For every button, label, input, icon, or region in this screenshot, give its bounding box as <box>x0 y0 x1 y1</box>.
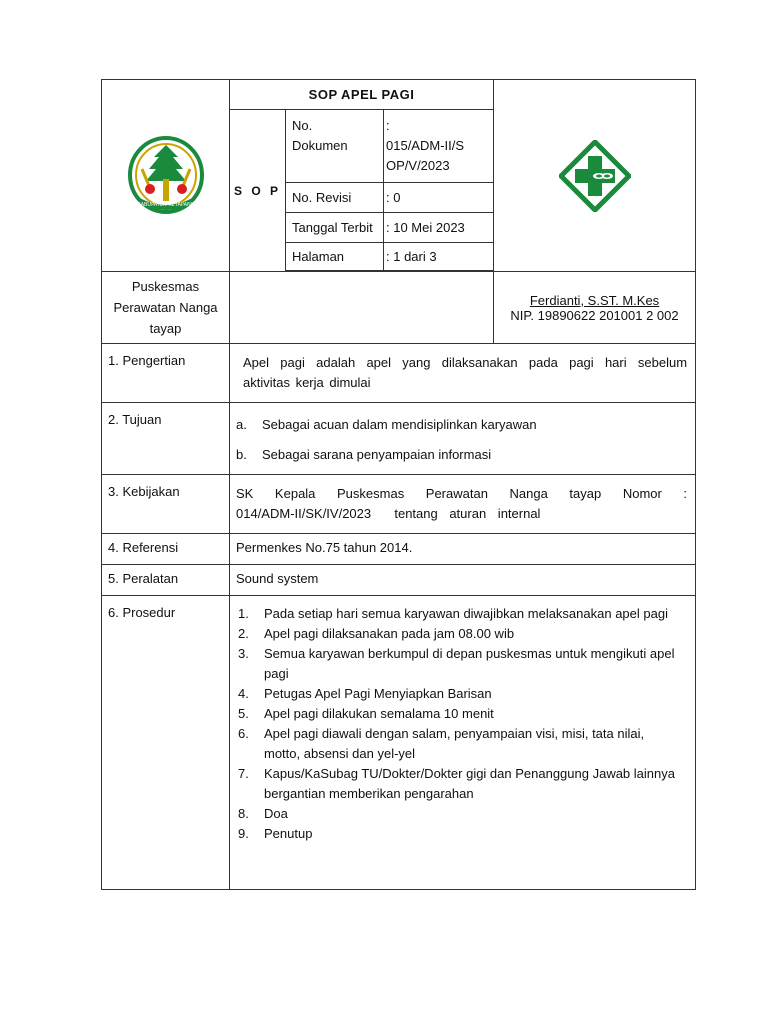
list-text: Pada setiap hari semua karyawan diwajibkan melaksanakan apel pagi <box>264 606 668 621</box>
prosedur-label: 6. Prosedur <box>102 596 230 890</box>
tujuan-content <box>230 403 696 475</box>
list-marker: 7. <box>238 766 249 781</box>
signer-name: Ferdianti, S.ST. M.Kes <box>529 292 660 308</box>
list-marker: 1. <box>238 606 249 621</box>
page-label: Halaman <box>286 243 384 271</box>
list-text: Semua karyawan berkumpul di depan puskesmas untuk mengikuti apel pagi <box>264 646 675 681</box>
list-text: Petugas Apel Pagi Menyiapkan Barisan <box>264 686 492 701</box>
prosedur-content <box>230 596 696 890</box>
document-title: SOP APEL PAGI <box>230 80 494 110</box>
emblem-ribbon-text: KABUPATEN KETAPANG <box>136 201 195 208</box>
unit-name-cell <box>102 272 230 344</box>
list-text: Sebagai sarana penyampaian informasi <box>262 447 492 462</box>
list-marker: 4. <box>238 686 249 701</box>
list-marker: 2. <box>238 626 249 641</box>
doc-number-label <box>286 110 384 183</box>
list-item <box>238 684 681 704</box>
list-marker: 9. <box>238 826 249 841</box>
pengertian-label: 1. Pengertian <box>102 344 230 403</box>
referensi-label: 4. Referensi <box>102 534 230 565</box>
sop-document <box>101 79 699 890</box>
signer-nip: NIP. 19890622 201001 2 002 <box>510 307 679 323</box>
unit-name-line3: tayap <box>149 321 182 336</box>
list-text: Penutup <box>264 826 313 841</box>
list-item <box>238 624 681 644</box>
page-value: : 1 dari 3 <box>384 243 494 271</box>
doc-number-colon: : <box>386 118 390 133</box>
tujuan-list <box>236 415 687 465</box>
left-logo-cell <box>102 80 230 272</box>
list-item <box>238 604 681 624</box>
pengertian-text: Apel pagi adalah apel yang dilaksanakan pada pagi hari sebelum aktivitas kerja dimulai <box>243 355 688 390</box>
unit-name-line2: Perawatan Nanga <box>113 300 218 315</box>
list-marker: a. <box>236 417 247 432</box>
kebijakan-content <box>230 475 699 534</box>
sop-label: S O P <box>230 110 286 272</box>
signature-cell <box>494 272 696 344</box>
kebijakan-text: SK Kepala Puskesmas Perawatan Nanga tayap Nomor : 014/ADM-II/SK/IV/2023 tentang aturan internal <box>236 486 699 521</box>
list-text: Apel pagi dilaksanakan pada jam 08.00 wib <box>264 626 515 641</box>
list-item <box>236 415 687 435</box>
list-text: Sebagai acuan dalam mendisiplinkan karyawan <box>262 417 537 432</box>
list-item <box>236 445 687 465</box>
list-marker: 5. <box>238 706 249 721</box>
puskesmas-cross-icon <box>559 140 631 212</box>
unit-name-line1: Puskesmas <box>131 279 200 294</box>
unit-blank-cell <box>230 272 494 344</box>
list-item <box>238 644 681 684</box>
revision-value: : 0 <box>384 183 494 213</box>
list-item <box>238 824 681 844</box>
list-marker: 8. <box>238 806 249 821</box>
list-text: Apel pagi diawali dengan salam, penyampaian visi, misi, tata nilai, motto, absensi dan yel-yel <box>264 726 645 761</box>
list-text: Apel pagi dilakukan semalama 10 menit <box>264 706 494 721</box>
list-item <box>238 804 681 824</box>
referensi-text: Permenkes No.75 tahun 2014. <box>230 534 696 565</box>
list-item <box>238 724 681 764</box>
pengertian-content <box>230 344 696 403</box>
doc-number-value: 015/ADM-II/S OP/V/2023 <box>386 138 465 173</box>
kebijakan-label: 3. Kebijakan <box>102 475 230 534</box>
issue-date-value: : 10 Mei 2023 <box>384 213 494 243</box>
list-marker: 6. <box>238 726 249 741</box>
sop-table <box>101 79 699 890</box>
list-item <box>238 764 681 804</box>
doc-number-label-line2: Dokumen <box>292 138 348 153</box>
tujuan-label: 2. Tujuan <box>102 403 230 475</box>
doc-number-value-cell <box>384 110 494 183</box>
list-marker: b. <box>236 447 247 462</box>
right-logo-cell <box>494 80 696 272</box>
prosedur-list <box>238 604 681 844</box>
list-item <box>238 704 681 724</box>
doc-number-label-line1: No. <box>292 118 313 133</box>
list-marker: 3. <box>238 646 249 661</box>
revision-label: No. Revisi <box>286 183 384 213</box>
list-text: Doa <box>264 806 288 821</box>
issue-date-label: Tanggal Terbit <box>286 213 384 243</box>
peralatan-label: 5. Peralatan <box>102 565 230 596</box>
regency-emblem-icon <box>126 135 206 217</box>
list-text: Kapus/KaSubag TU/Dokter/Dokter gigi dan Penanggung Jawab lainnya bergantian memberikan pengarahan <box>264 766 675 801</box>
peralatan-text: Sound system <box>230 565 696 596</box>
